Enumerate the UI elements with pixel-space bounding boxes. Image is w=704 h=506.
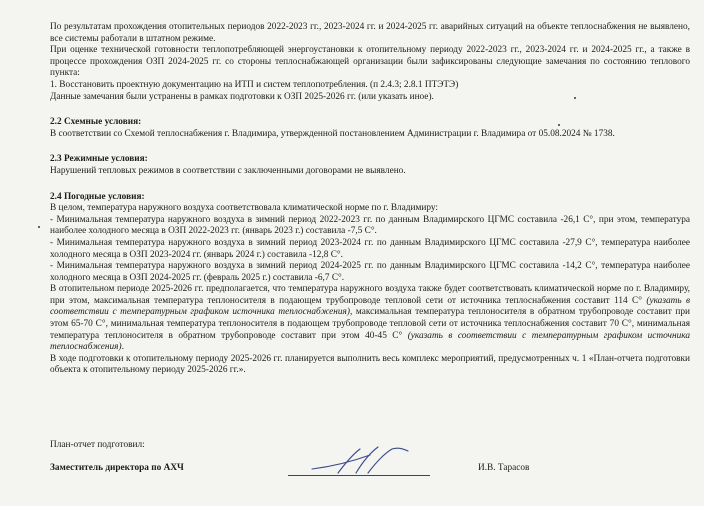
signatory-name: И.В. Тарасов bbox=[478, 463, 530, 473]
scan-speck bbox=[38, 226, 40, 228]
signature-mark-icon bbox=[308, 443, 418, 479]
section-2-2-text: В соответствии со Схемой теплоснабжения г. Владимира, утвержденной постановлением Администрации г. Владимира от 05.08.2024 № 1738. bbox=[50, 128, 615, 139]
scan-speck bbox=[558, 124, 560, 126]
section-2-4-heading: 2.4 Погодные условия: bbox=[50, 191, 145, 202]
forecast-note-2: (указать в соответствии с температурным графиком источника теплоснабжения) bbox=[50, 330, 690, 353]
intro-paragraph: По результатам прохождения отопительных периодов 2022-2023 гг., 2023-2024 гг. и 2024-2025 гг. аварийных ситуаций на объекте теплоснабжения не выявлено, все системы работали в штатном режиме. bbox=[50, 22, 690, 44]
signatory-role: Заместитель директора по АХЧ bbox=[50, 463, 184, 473]
preparation-paragraph: В ходе подготовки к отопительному периоду 2025-2026 гг. планируется выполнить весь комплекс мероприятий, предусмотренных ч. 1 «План-отчета подготовки объекта к отопительному периоду 2025-2026 гг.». bbox=[50, 353, 690, 376]
section-2-3-text: Нарушений тепловых режимов в соответствии с заключенными договорами не выявлено. bbox=[50, 165, 406, 176]
section-2-3-heading: 2.3 Режимные условия: bbox=[50, 154, 148, 165]
signature-row bbox=[50, 463, 650, 483]
scan-speck bbox=[574, 97, 576, 99]
prepared-by-label: План-отчет подготовил: bbox=[50, 440, 145, 450]
section-2-4-intro: В целом, температура наружного воздуха соответствовала климатической норме по г. Владимиру: bbox=[50, 203, 439, 214]
forecast-paragraph bbox=[50, 284, 690, 354]
forecast-text-a: В отопительном периоде 2025-2026 гг. предполагается, что температура наружного воздуха также будет соответствовать климатической норме по г. Владимиру, при этом, максимальная температура теплоносителя в подающем трубопроводе тепловой сети от источника теплоснабжения составит 114 С° bbox=[50, 284, 690, 306]
weather-item-2023-2024: - Минимальная температура наружного воздуха в зимний период 2023-2024 гг. по данным Владимирского ЦГМС составила -27,9 С°, температура наиболее холодного месяца в ОЗП 2023-2024 гг. (январь 2024 г.) составила -12,8 С°. bbox=[50, 237, 690, 260]
weather-item-2022-2023: - Минимальная температура наружного воздуха в зимний период 2022-2023 гг. по данным Владимирского ЦГМС составила -26,1 С°, при этом, температура наиболее холодного месяца в ОЗП 2022-2023 гг. (январь 2023 г.) составила -7,5 С°. bbox=[50, 214, 690, 237]
section-2-2-heading: 2.2 Схемные условия: bbox=[50, 117, 142, 128]
remarks-fixed-paragraph: Данные замечания были устранены в рамках подготовки к ОЗП 2025-2026 гг. (или указать иное). bbox=[50, 91, 434, 102]
assessment-paragraph: При оценке технической готовности теплопотребляющей энергоустановки к отопительному периоду 2022-2023 гг., 2023-2024 гг. и 2024-2025 гг., а также в процессе прохождения ОЗП 2024-2025 гг. со стороны теплоснабжающей организации были зафиксированы следующие замечания по состоянию теплового пункта: bbox=[50, 45, 690, 79]
forecast-text-c: . bbox=[121, 342, 124, 353]
forecast-text-b: , максимальная температура теплоносителя в обратном трубопроводе составит при этом 65-70 С°, минимальная температура теплоносителя в подающем трубопроводе тепловой сети от источника теплоснабжения составит 70 С°, минимальная температура теплоносителя в обратном трубопроводе составит при этом 40-45 С° bbox=[50, 307, 690, 341]
remark-item-1: 1. Восстановить проектную документацию на ИТП и систем теплопотребления. (п 2.4.3; 2.8.1 ПТЭТЭ) bbox=[50, 79, 459, 90]
document-body bbox=[50, 22, 690, 377]
forecast-note-1: (указать в соответствии с температурным графиком источника теплоснабжения) bbox=[50, 295, 690, 318]
weather-item-2024-2025: - Минимальная температура наружного воздуха в зимний период 2024-2025 гг. по данным Владимирского ЦГМС составила -14,2 С°, температура наиболее холодного месяца в ОЗП 2024-2025 гг. (февраль 2025 г.) составила -6,7 С°. bbox=[50, 261, 690, 283]
